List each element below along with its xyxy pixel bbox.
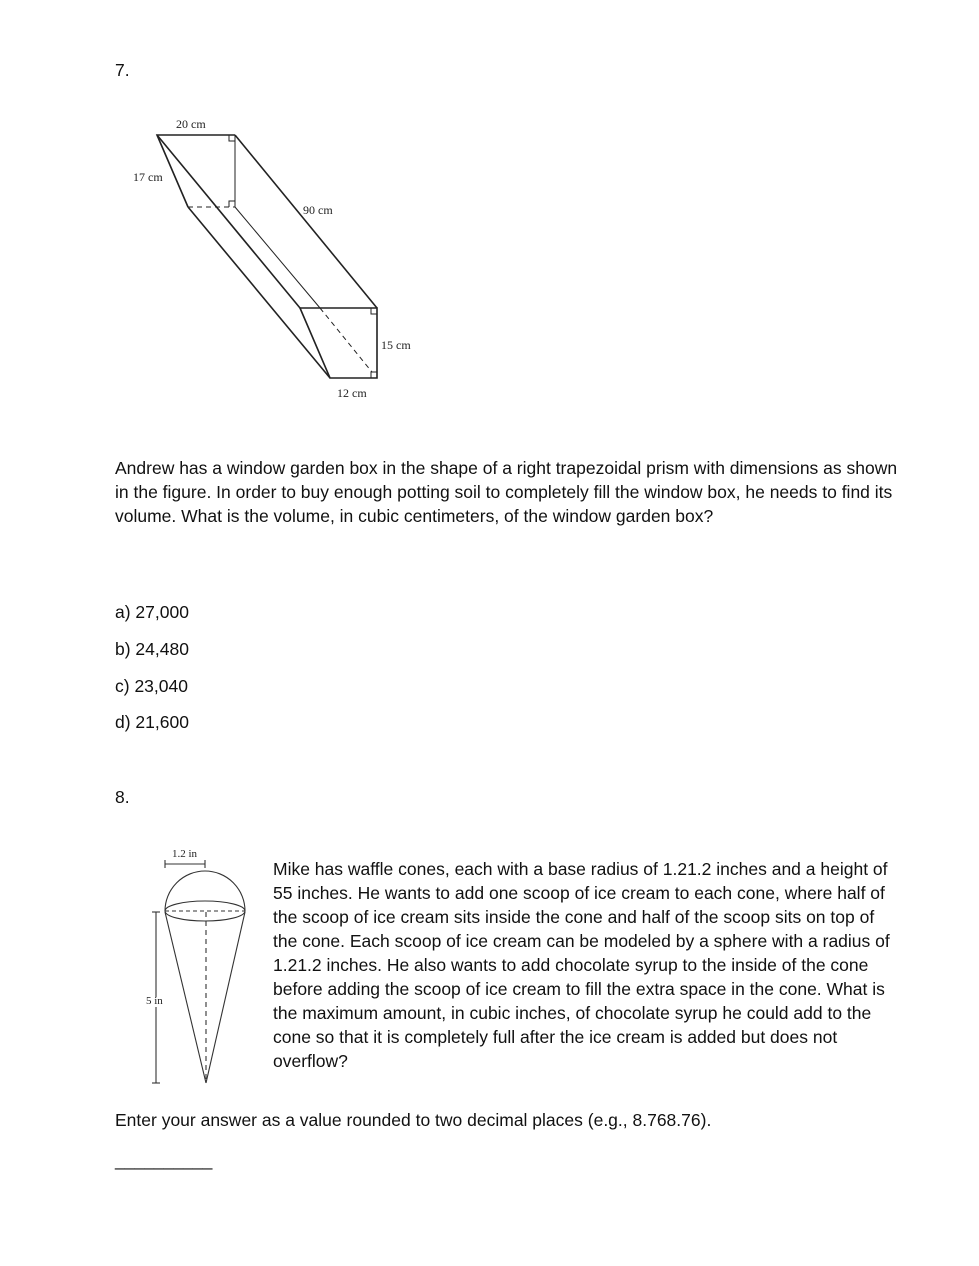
label-height: 15 cm (381, 338, 411, 352)
answer-instruction: Enter your answer as a value rounded to two decimal places (e.g., 8.768.76). (115, 1110, 712, 1130)
answer-blank[interactable]: __________ (115, 1150, 213, 1170)
option-b[interactable]: b) 24,480 (115, 639, 189, 659)
option-d[interactable]: d) 21,600 (115, 712, 189, 732)
ice-cream-cone-figure (152, 860, 245, 1083)
question-7-number: 7. (115, 60, 130, 80)
option-a[interactable]: a) 27,000 (115, 602, 189, 622)
label-slant: 17 cm (133, 170, 163, 184)
question-8-text: Mike has waffle cones, each with a base radius of 1.21.2 inches and a height of 55 inches. He wants to add one scoop of ice cream to each cone, where half of the scoop of ice cream sits inside the cone and half of the scoop sits on top of the cone. Each scoop of ice cream can be modeled by a sphere with a radius of 1.21.2 inches. He also wants to add chocolate syrup to the inside of the cone before adding the scoop of ice cream to fill the extra space in the cone. What is the maximum amount, in cubic inches, of chocolate syrup he could add to the cone so that it is completely full after the ice cream is added but does not overflow? (273, 859, 890, 1071)
question-7-text: Andrew has a window garden box in the shape of a right trapezoidal prism with dimensions as shown in the figure. In order to buy enough potting soil to completely fill the window box, he needs to find its volume. What is the volume, in cubic centimeters, of the window garden box? (115, 458, 898, 526)
label-top: 20 cm (176, 117, 206, 131)
option-c[interactable]: c) 23,040 (115, 676, 188, 696)
label-cone-height: 5 in (146, 995, 163, 1007)
label-bottom: 12 cm (337, 386, 367, 400)
question-8-number: 8. (115, 787, 130, 807)
label-radius: 1.2 in (172, 848, 198, 860)
label-length: 90 cm (303, 203, 333, 217)
front-face-edges (157, 135, 235, 207)
